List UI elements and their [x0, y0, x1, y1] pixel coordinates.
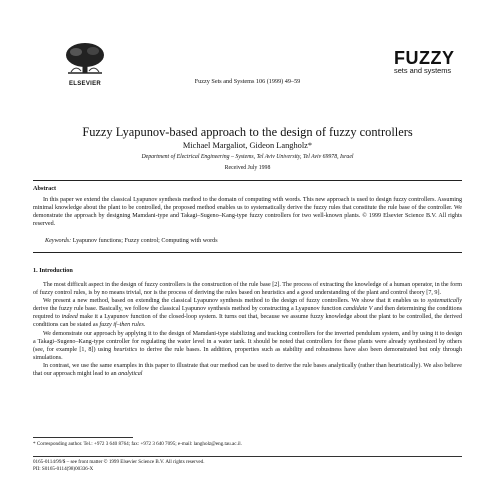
footnote-rule — [33, 437, 133, 438]
received-date: Received July 1998 — [224, 165, 271, 171]
paper-title: Fuzzy Lyapunov-based approach to the design of fuzzy controllers — [82, 125, 413, 139]
footer-rule — [33, 456, 462, 457]
introduction-body — [33, 281, 462, 378]
keywords — [45, 238, 218, 244]
introduction-heading: 1. Introduction — [33, 267, 73, 274]
journal-citation: Fuzzy Sets and Systems 106 (1999) 49–59 — [194, 78, 301, 85]
keywords-list: Lyapunov functions; Fuzzy control; Computing with words — [72, 238, 218, 244]
copyright-footer — [33, 459, 205, 472]
elsevier-tree-icon — [62, 42, 108, 76]
intro-paragraph-1: The most difficult aspect in the design of fuzzy controllers is the construction of the rule base [2]. The process of extracting the knowledge of a human operator, in the form of fuzzy control rules, is by no means trivial, nor is the process of deriving the rules based on heuristics and a good understanding of the plant and control theory [7, 9]. — [33, 282, 462, 297]
copyright-line: 0165-0114/99/$ – see front matter © 1999 Elsevier Science B.V. All rights reserved. — [33, 459, 205, 465]
publisher-logo-label: ELSEVIER — [68, 81, 102, 87]
journal-brand — [394, 50, 464, 75]
paper-authors: Michael Margaliot, Gideon Langholz* — [182, 141, 313, 150]
abstract-text — [33, 196, 462, 228]
keywords-label: Keywords: — [45, 238, 72, 244]
author-affiliation: Department of Electrical Engineering – Systems, Tel Aviv University, Tel Aviv 69978, Israel — [141, 154, 354, 160]
pii-line: PII: S0165-0114(98)00336-X — [33, 465, 94, 472]
intro-paragraph-2: We present a new method, based on extending the classical Lyapunov synthesis method to the design of fuzzy controllers. We show that it enables us to systematically derive the fuzzy rule base. Basically, we follow the classical Lyapunov synthesis method by constructing a Lyapunov function candidate V and then determining the conditions required to indeed make it a Lyapunov function of the closed-loop system. It turns out that, because we assume fuzzy knowledge about the plant to be controlled, the derived conditions can be stated as fuzzy if–then rules. — [33, 298, 462, 329]
intro-paragraph-3: We demonstrate our approach by applying it to the design of Mamdani-type stabilizing and tracking controllers for the inverted pendulum system, and by using it to design a Takagi–Sugeno–Kang-type controller for regulating the water level in a water tank. It should be noted that controllers for these plants were already synthesized by others (see, for example [1, 8]) using heuristics to derive the rule bases. In addition, properties such as stability and robustness have also been demonstrated but only through simulations. — [33, 330, 462, 361]
abstract-top-rule — [33, 180, 462, 181]
brand-main: FUZZY — [394, 48, 455, 68]
brand-sub: sets and systems — [394, 66, 452, 75]
abstract-bottom-rule — [33, 252, 462, 253]
abstract-heading: Abstract — [33, 185, 57, 192]
corresponding-author-footnote: * Corresponding author. Tel.: +972 3 640 8764; fax: +972 3 640 7095; e-mail: langholz@eng.tau.ac.il. — [33, 441, 242, 447]
intro-paragraph-4: In contrast, we use the same examples in this paper to illustrate that our method can be used to derive the rule bases analytically (rather than heuristically). We also believe that our approach might lead to an analytical — [33, 362, 462, 378]
abstract-paragraph: In this paper we extend the classical Lyapunov synthesis method to the domain of computing with words. This new approach is used to design fuzzy controllers. Assuming minimal knowledge about the plant to be controlled, the proposed method enables us to systematically derive the fuzzy rules that constitute the rule base of the controller. We demonstrate the approach by designing Mamdani-type and Takagi–Sugeno–Kang-type fuzzy controllers for two well-known plants. © 1999 Elsevier Science B.V. All rights reserved. — [33, 197, 462, 228]
